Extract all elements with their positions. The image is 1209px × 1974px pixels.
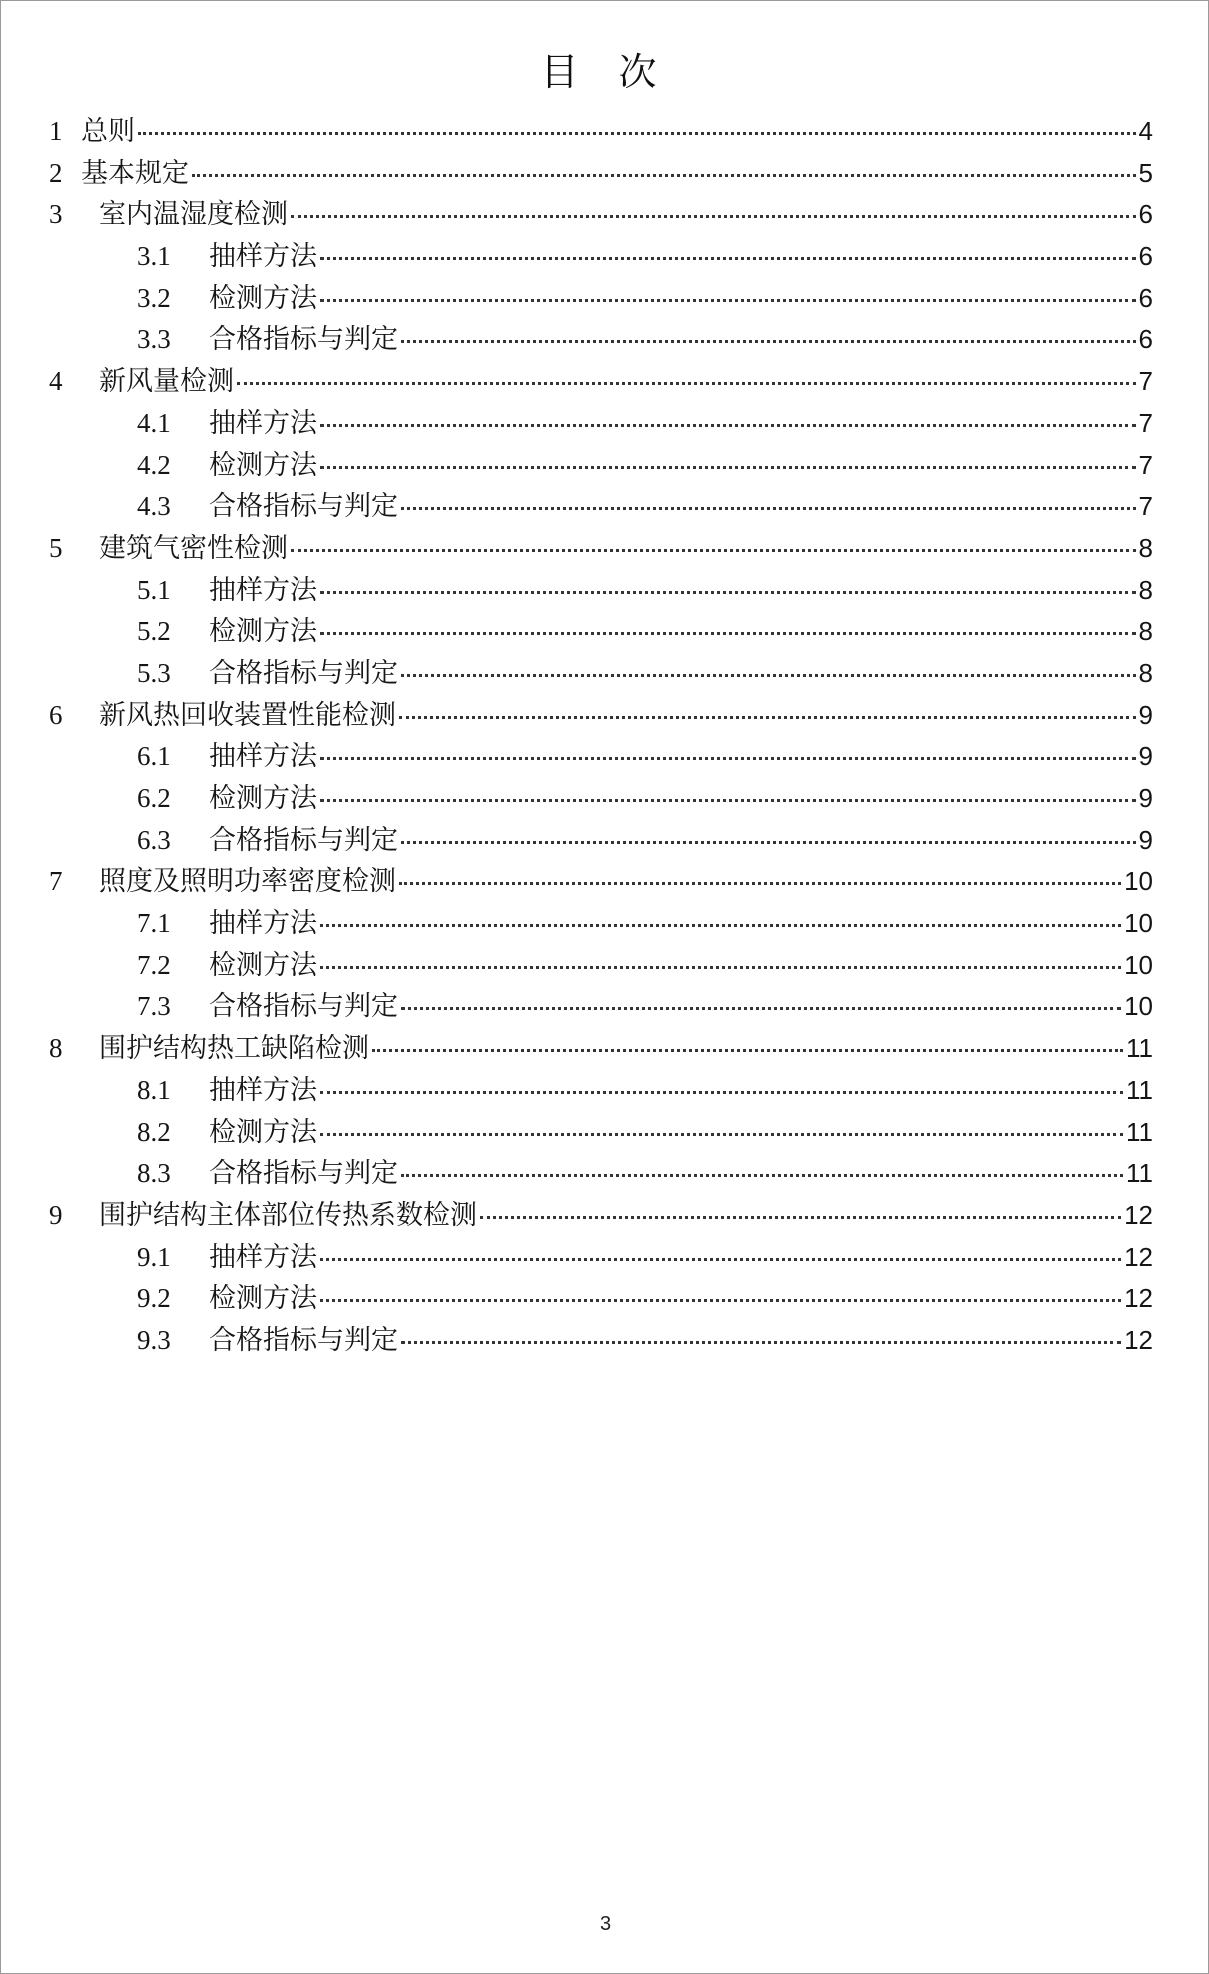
dot-leader <box>320 924 1121 927</box>
toc-entry-label: 基本规定 <box>81 157 189 189</box>
dot-leader <box>320 1133 1123 1136</box>
toc-entry[interactable] <box>49 609 1153 651</box>
toc-entry-page: 10 <box>1124 991 1153 1022</box>
toc-entry-number: 7.2 <box>137 949 171 980</box>
toc-entry[interactable] <box>49 317 1153 359</box>
toc-entry-label: 新风热回收装置性能检测 <box>99 699 396 731</box>
toc-entry[interactable] <box>49 1318 1153 1360</box>
toc-entry-page: 6 <box>1138 282 1153 313</box>
toc-entry-page: 6 <box>1138 324 1153 355</box>
toc-entry[interactable] <box>49 526 1153 568</box>
toc-entry[interactable] <box>49 1110 1153 1152</box>
toc-entry[interactable] <box>49 109 1153 151</box>
toc-entry-label: 建筑气密性检测 <box>99 532 288 564</box>
toc-entry[interactable] <box>49 943 1153 985</box>
dot-leader <box>138 132 1136 135</box>
toc-entry[interactable] <box>49 401 1153 443</box>
toc-entry-label: 检测方法 <box>209 1283 317 1315</box>
toc-entry-page: 9 <box>1138 699 1153 730</box>
toc-entry-number: 1 <box>49 116 63 146</box>
dot-leader <box>401 674 1136 677</box>
dot-leader <box>320 799 1136 802</box>
dot-leader <box>320 591 1136 594</box>
toc-entry-label: 抽样方法 <box>209 241 317 273</box>
toc-entry-page: 12 <box>1124 1324 1153 1355</box>
toc-entry-label: 抽样方法 <box>209 908 317 940</box>
dot-leader <box>401 1341 1121 1344</box>
toc-entry-page: 6 <box>1138 199 1153 230</box>
toc-entry-label: 检测方法 <box>209 949 317 981</box>
toc-entry-number: 6.3 <box>137 824 171 855</box>
dot-leader <box>291 215 1136 218</box>
toc-entry[interactable] <box>49 901 1153 943</box>
dot-leader <box>399 882 1121 885</box>
toc-entry-page: 8 <box>1138 574 1153 605</box>
toc-entry[interactable] <box>49 818 1153 860</box>
dot-leader <box>320 466 1136 469</box>
toc-entry-label: 合格指标与判定 <box>209 824 398 856</box>
toc-entry[interactable] <box>49 443 1153 485</box>
toc-entry-number: 7.3 <box>137 991 171 1022</box>
toc-entry-label: 检测方法 <box>209 282 317 314</box>
toc-entry-label: 室内温湿度检测 <box>99 199 288 231</box>
dot-leader <box>320 632 1136 635</box>
toc-entry-page: 4 <box>1138 116 1153 146</box>
toc-entry-label: 检测方法 <box>209 1116 317 1148</box>
toc-entry-label: 总则 <box>81 116 135 147</box>
toc-entry-label: 抽样方法 <box>209 741 317 773</box>
toc-entry[interactable] <box>49 1276 1153 1318</box>
toc-entry-label: 检测方法 <box>209 783 317 814</box>
dot-leader <box>192 174 1136 177</box>
toc-entry-page: 11 <box>1126 1158 1153 1189</box>
toc-entry-number: 9.2 <box>137 1283 171 1314</box>
toc-entry[interactable] <box>49 1026 1153 1068</box>
dot-leader <box>320 299 1136 302</box>
toc-entry-page: 10 <box>1124 908 1153 939</box>
toc-entry[interactable] <box>49 1151 1153 1193</box>
toc-entry-number: 4.3 <box>137 491 171 522</box>
toc-entry-label: 合格指标与判定 <box>209 991 398 1023</box>
toc-entry-number: 9 <box>49 1199 63 1230</box>
toc-entry-label: 抽样方法 <box>209 407 317 439</box>
toc-entry-number: 8.1 <box>137 1074 171 1105</box>
dot-leader <box>401 841 1136 844</box>
toc-entry-page: 8 <box>1138 657 1153 688</box>
toc-entry-page: 7 <box>1138 491 1153 522</box>
toc-entry-page: 11 <box>1126 1074 1153 1105</box>
toc-entry-page: 7 <box>1138 366 1153 397</box>
toc-entry-number: 4.1 <box>137 407 171 438</box>
dot-leader <box>237 382 1136 385</box>
toc-title: 目 次 <box>540 50 671 94</box>
toc-entry-number: 4.2 <box>137 449 171 480</box>
dot-leader <box>320 757 1136 760</box>
dot-leader <box>401 507 1136 510</box>
toc-entry-number: 4 <box>49 366 63 397</box>
dot-leader <box>372 1049 1123 1052</box>
dot-leader <box>401 1007 1121 1010</box>
toc-entry-label: 合格指标与判定 <box>209 491 398 523</box>
toc-entry-page: 9 <box>1138 741 1153 772</box>
dot-leader <box>320 1299 1121 1302</box>
toc-entry[interactable] <box>49 1235 1153 1277</box>
toc-entry[interactable] <box>49 276 1153 318</box>
toc-entry[interactable] <box>49 151 1153 193</box>
toc-entry-page: 10 <box>1124 949 1153 980</box>
toc-entry-page: 12 <box>1124 1283 1153 1314</box>
dot-leader <box>480 1216 1121 1219</box>
toc-entry-number: 5 <box>49 532 63 563</box>
toc-entry-number: 3 <box>49 199 63 230</box>
toc-entry[interactable] <box>49 984 1153 1026</box>
toc-entry[interactable] <box>49 776 1153 818</box>
dot-leader <box>320 424 1136 427</box>
toc-entry-page: 11 <box>1126 1116 1153 1147</box>
toc-entry-number: 5.1 <box>137 574 171 605</box>
toc-entry-page: 5 <box>1138 157 1153 188</box>
toc-entry-number: 8.3 <box>137 1158 171 1189</box>
toc-entry-label: 合格指标与判定 <box>209 324 398 356</box>
toc-entry[interactable] <box>49 568 1153 610</box>
toc-entry-page: 8 <box>1138 616 1153 647</box>
toc-entry-number: 7.1 <box>137 908 171 939</box>
dot-leader <box>320 1258 1121 1261</box>
toc-entry-page: 6 <box>1138 241 1153 272</box>
toc-entry[interactable] <box>49 859 1153 901</box>
toc-entry-number: 6 <box>49 699 63 730</box>
toc-entry-page: 12 <box>1124 1241 1153 1272</box>
toc-entry-page: 7 <box>1138 449 1153 480</box>
toc-entry[interactable] <box>49 651 1153 693</box>
toc-entry-number: 3.3 <box>137 324 171 355</box>
toc-entry-number: 8.2 <box>137 1116 171 1147</box>
toc-entry-number: 8 <box>49 1033 63 1064</box>
toc-entry-page: 9 <box>1138 824 1153 855</box>
toc-entry-page: 11 <box>1126 1033 1153 1064</box>
toc-entry-label: 抽样方法 <box>209 1074 317 1106</box>
toc-entry[interactable] <box>49 192 1153 234</box>
toc-entry-label: 合格指标与判定 <box>209 1158 398 1190</box>
toc-entry-label: 检测方法 <box>209 449 317 481</box>
toc-entry-label: 照度及照明功率密度检测 <box>99 866 396 898</box>
toc-entry-label: 新风量检测 <box>99 366 234 398</box>
toc-entry-label: 围护结构主体部位传热系数检测 <box>99 1199 477 1231</box>
toc-entry-number: 2 <box>49 157 63 188</box>
page-number: 3 <box>599 1913 612 1935</box>
toc-entry-number: 7 <box>49 866 63 897</box>
toc-entry-page: 9 <box>1138 783 1153 813</box>
toc-entry-page: 10 <box>1124 866 1153 897</box>
toc-entry-number: 9.1 <box>137 1241 171 1272</box>
toc-entry-number: 5.2 <box>137 616 171 647</box>
toc-entry[interactable] <box>49 234 1153 276</box>
toc-entry-label: 抽样方法 <box>209 1241 317 1273</box>
toc-entry[interactable] <box>49 1068 1153 1110</box>
toc-entry-page: 7 <box>1138 407 1153 438</box>
toc-entry[interactable] <box>49 484 1153 526</box>
toc-entry-label: 抽样方法 <box>209 574 317 606</box>
toc-entry-label: 合格指标与判定 <box>209 1324 398 1356</box>
toc-entry-number: 6.2 <box>137 783 171 813</box>
toc-entry-number: 3.1 <box>137 241 171 272</box>
toc-entry-page: 8 <box>1138 532 1153 563</box>
dot-leader <box>320 257 1136 260</box>
toc-entry[interactable] <box>49 693 1153 735</box>
toc-entry[interactable] <box>49 734 1153 776</box>
toc-entry-label: 合格指标与判定 <box>209 657 398 689</box>
toc-entry-number: 6.1 <box>137 741 171 772</box>
toc-entry-label: 检测方法 <box>209 616 317 648</box>
toc-entry[interactable] <box>49 1193 1153 1235</box>
dot-leader <box>291 549 1136 552</box>
toc-entry-number: 5.3 <box>137 657 171 688</box>
toc-entry-page: 12 <box>1124 1199 1153 1230</box>
dot-leader <box>399 716 1136 719</box>
dot-leader <box>401 1174 1123 1177</box>
toc-entry-label: 围护结构热工缺陷检测 <box>99 1033 369 1065</box>
toc-entry[interactable] <box>49 359 1153 401</box>
table-of-contents <box>49 109 1153 1360</box>
dot-leader <box>401 340 1136 343</box>
dot-leader <box>320 1091 1123 1094</box>
toc-entry-number: 3.2 <box>137 282 171 313</box>
dot-leader <box>320 966 1121 969</box>
toc-entry-number: 9.3 <box>137 1324 171 1355</box>
